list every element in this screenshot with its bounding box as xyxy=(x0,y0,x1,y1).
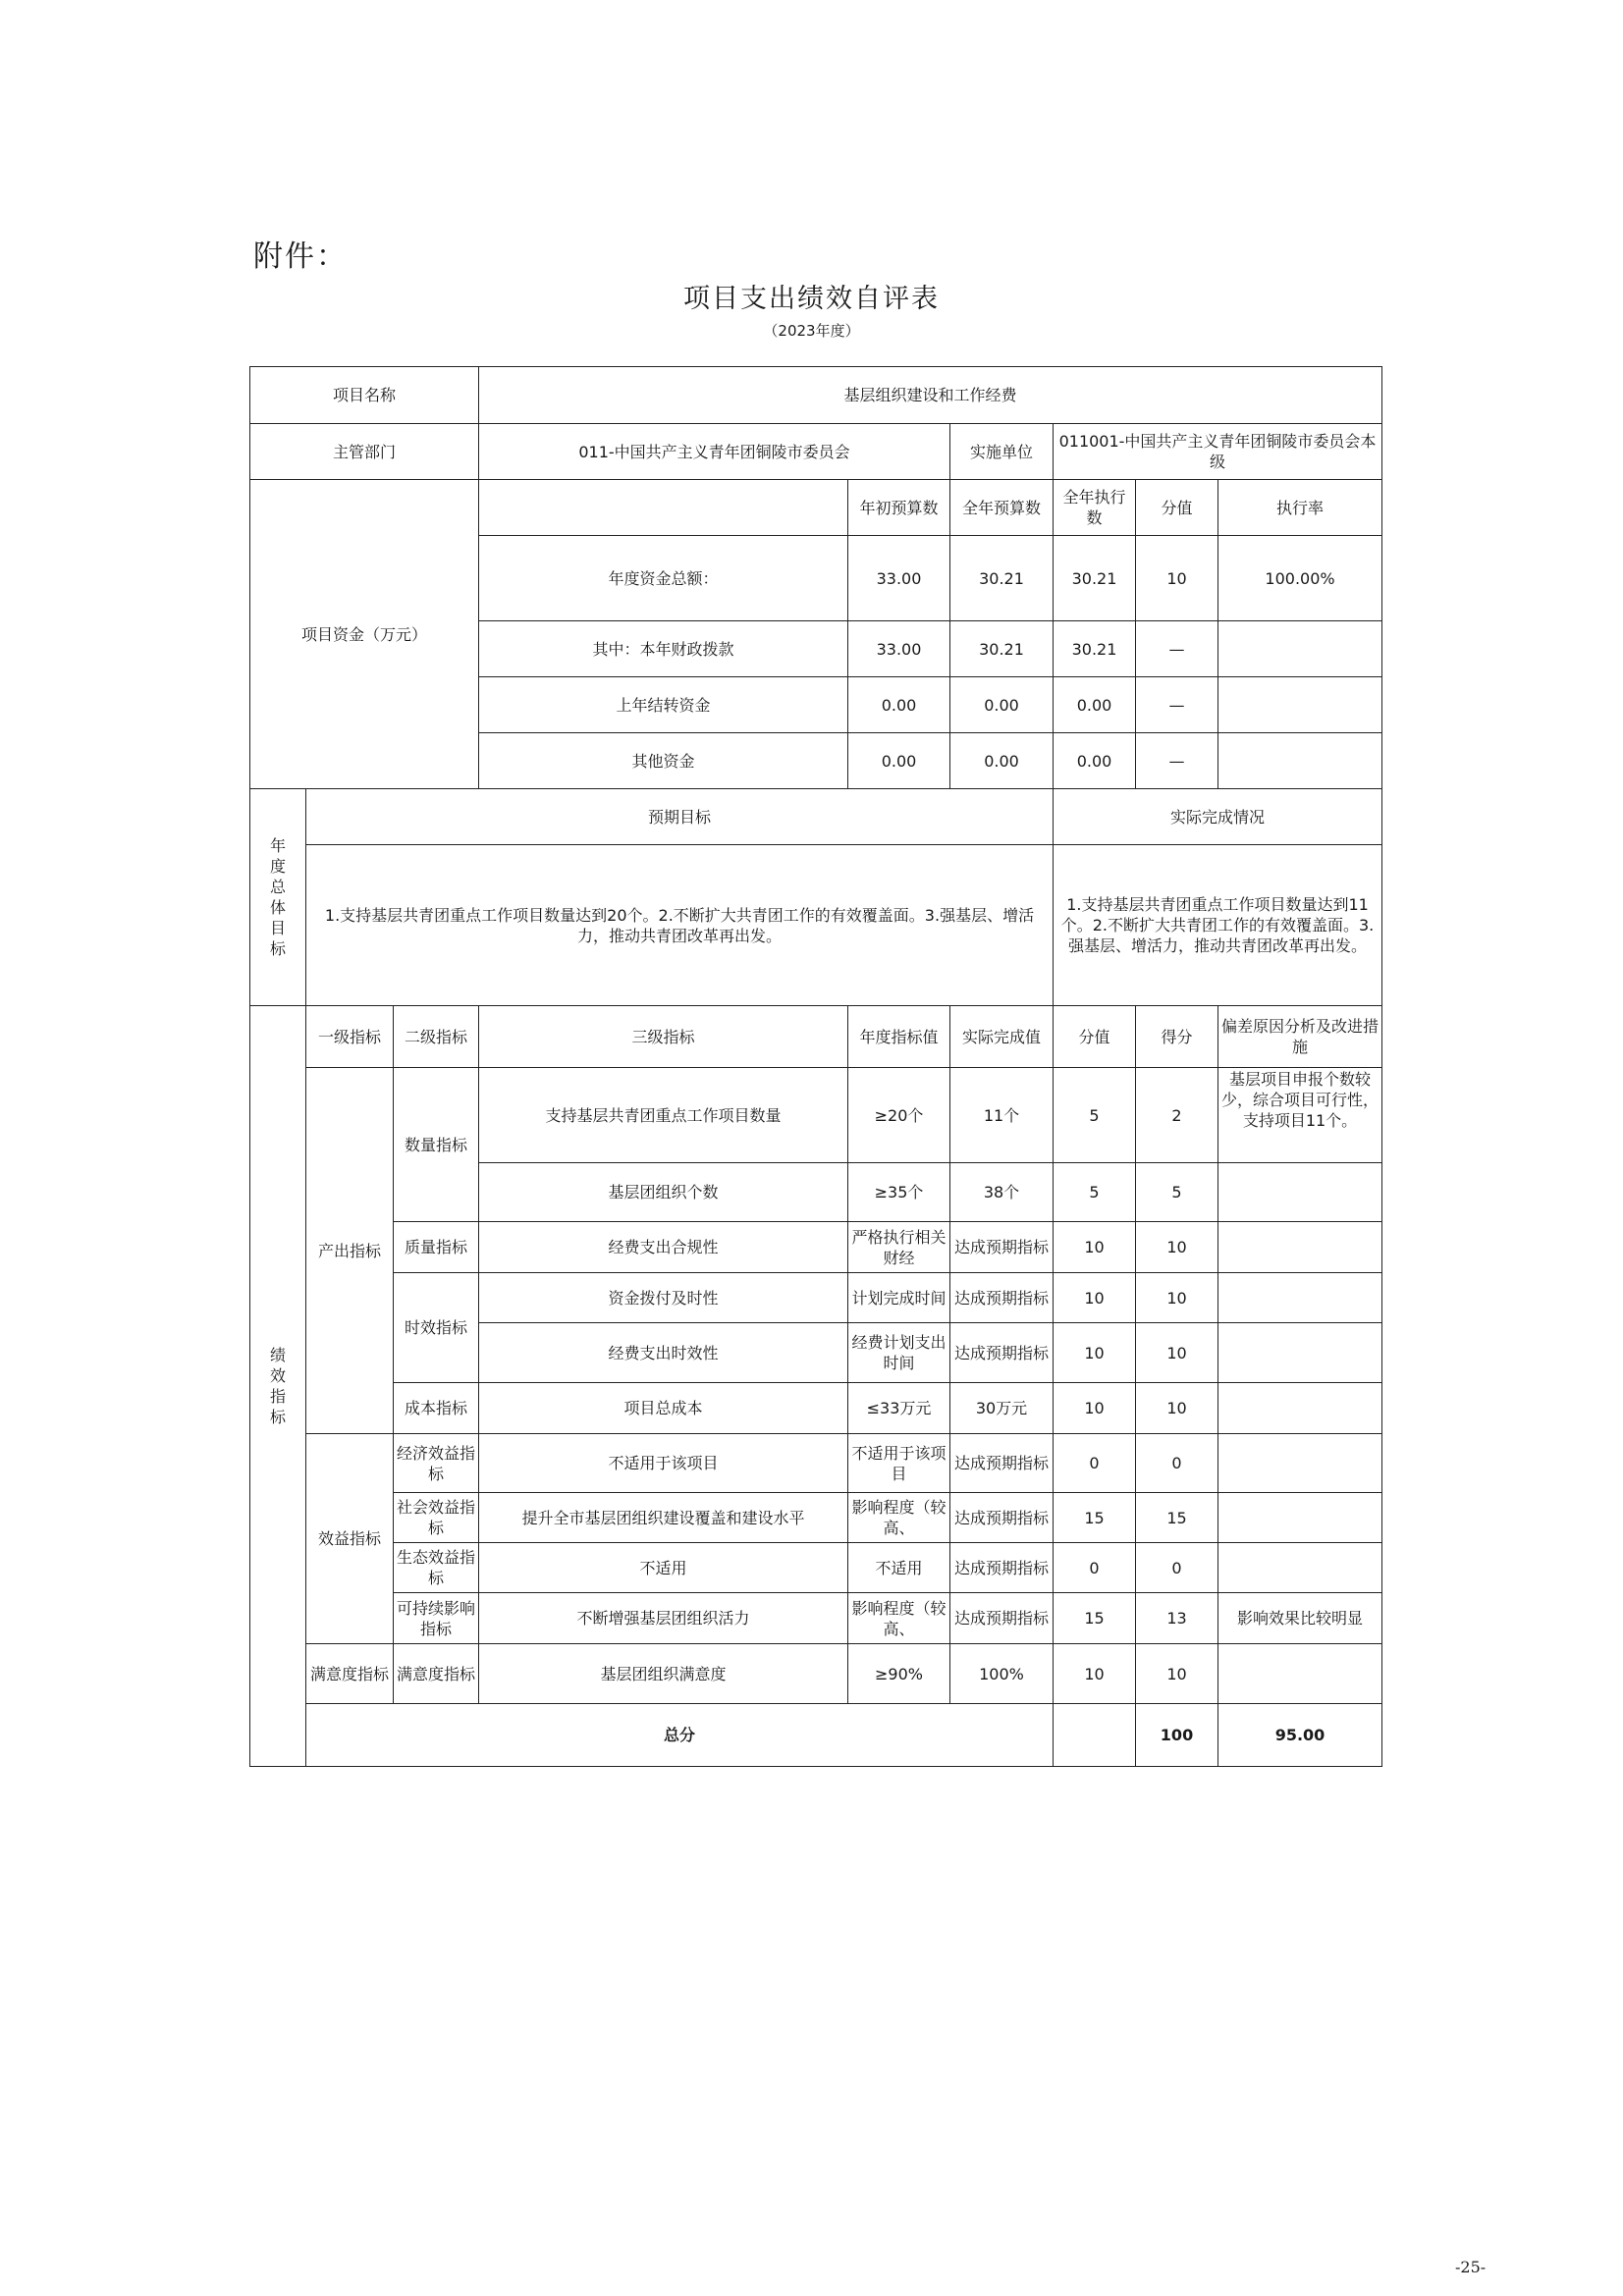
project-name-value: 基层组织建设和工作经费 xyxy=(479,367,1382,424)
indicator-score: 10 xyxy=(1136,1323,1218,1383)
indicator-score-value: 0 xyxy=(1054,1434,1136,1493)
level2-economic: 经济效益指标 xyxy=(394,1434,479,1493)
indicator-score: 0 xyxy=(1136,1434,1218,1493)
indicator-analysis xyxy=(1218,1543,1382,1593)
indicator-target: 严格执行相关财经 xyxy=(848,1222,950,1273)
level2-sustainable: 可持续影响指标 xyxy=(394,1593,479,1644)
indicator-name: 项目总成本 xyxy=(479,1383,848,1434)
level2-quality: 质量指标 xyxy=(394,1222,479,1273)
dept-label: 主管部门 xyxy=(250,424,479,480)
funds-rate xyxy=(1218,733,1382,789)
indicator-target: 不适用 xyxy=(848,1543,950,1593)
project-name-label: 项目名称 xyxy=(250,367,479,424)
impl-label: 实施单位 xyxy=(950,424,1054,480)
level1-output: 产出指标 xyxy=(306,1068,394,1434)
expected-goal: 1.支持基层共青团重点工作项目数量达到20个。2.不断扩大共青团工作的有效覆盖面。3.强基层、增活力，推动共青团改革再出发。 xyxy=(306,845,1054,1006)
indicator-row xyxy=(250,1068,1382,1163)
indicator-analysis: 基层项目申报个数较少，综合项目可行性，支持项目11个。 xyxy=(1218,1068,1382,1163)
funds-rate xyxy=(1218,621,1382,677)
indicator-name: 基层团组织个数 xyxy=(479,1163,848,1222)
funds-label: 项目资金（万元） xyxy=(250,480,479,789)
level2-timeliness: 时效指标 xyxy=(394,1273,479,1383)
page-number: -25- xyxy=(1455,2258,1487,2276)
total-score-value: 100 xyxy=(1136,1704,1218,1767)
indicator-target: 经费计划支出时间 xyxy=(848,1323,950,1383)
indicator-name: 基层团组织满意度 xyxy=(479,1644,848,1704)
actual-goal: 1.支持基层共青团重点工作项目数量达到11个。2.不断扩大共青团工作的有效覆盖面。3.强基层、增活力，推动共青团改革再出发。 xyxy=(1054,845,1382,1006)
actual-header: 实际完成情况 xyxy=(1054,789,1382,845)
indicator-analysis xyxy=(1218,1434,1382,1493)
indicator-actual: 达成预期指标 xyxy=(950,1323,1054,1383)
funds-row-label: 上年结转资金 xyxy=(479,677,848,733)
level1-satisfaction: 满意度指标 xyxy=(306,1644,394,1704)
indicator-score-value: 10 xyxy=(1054,1383,1136,1434)
indicator-row xyxy=(250,1593,1382,1644)
indicator-score-value: 0 xyxy=(1054,1543,1136,1593)
funds-header: 全年执行数 xyxy=(1054,480,1136,536)
header-analysis: 偏差原因分析及改进措施 xyxy=(1218,1006,1382,1068)
year-subtitle: （2023年度） xyxy=(763,322,860,340)
indicator-score: 10 xyxy=(1136,1273,1218,1323)
indicator-row xyxy=(250,1434,1382,1493)
funds-initial: 33.00 xyxy=(848,536,950,621)
indicator-analysis xyxy=(1218,1163,1382,1222)
indicator-row xyxy=(250,1493,1382,1543)
dept-value: 011-中国共产主义青年团铜陵市委员会 xyxy=(479,424,950,480)
impl-value: 011001-中国共产主义青年团铜陵市委员会本级 xyxy=(1054,424,1382,480)
indicator-score-value: 15 xyxy=(1054,1493,1136,1543)
indicator-actual: 38个 xyxy=(950,1163,1054,1222)
expected-header: 预期目标 xyxy=(306,789,1054,845)
funds-executed: 0.00 xyxy=(1054,733,1136,789)
indicator-score-value: 5 xyxy=(1054,1068,1136,1163)
indicator-row xyxy=(250,1543,1382,1593)
header-target: 年度指标值 xyxy=(848,1006,950,1068)
funds-score-value: — xyxy=(1136,677,1218,733)
indicator-target: ≥35个 xyxy=(848,1163,950,1222)
funds-score-value: — xyxy=(1136,621,1218,677)
header-score-value: 分值 xyxy=(1054,1006,1136,1068)
funds-header: 年初预算数 xyxy=(848,480,950,536)
indicator-name: 提升全市基层团组织建设覆盖和建设水平 xyxy=(479,1493,848,1543)
indicators-label: 绩效指标 xyxy=(250,1006,306,1767)
indicator-target: 影响程度（较高、 xyxy=(848,1493,950,1543)
header-level2: 二级指标 xyxy=(394,1006,479,1068)
indicator-name: 经费支出合规性 xyxy=(479,1222,848,1273)
indicator-score: 2 xyxy=(1136,1068,1218,1163)
indicator-score: 10 xyxy=(1136,1222,1218,1273)
funds-row-label: 其他资金 xyxy=(479,733,848,789)
indicator-actual: 达成预期指标 xyxy=(950,1493,1054,1543)
indicator-actual: 11个 xyxy=(950,1068,1054,1163)
indicator-row xyxy=(250,1273,1382,1323)
indicator-row xyxy=(250,1383,1382,1434)
total-score: 95.00 xyxy=(1218,1704,1382,1767)
indicator-name: 不适用于该项目 xyxy=(479,1434,848,1493)
indicator-target: ≤33万元 xyxy=(848,1383,950,1434)
goals-label: 年度总体目标 xyxy=(250,789,306,1006)
funds-annual: 30.21 xyxy=(950,621,1054,677)
page-title: 项目支出绩效自评表 xyxy=(683,284,940,314)
indicator-target: ≥20个 xyxy=(848,1068,950,1163)
indicator-score-value: 15 xyxy=(1054,1593,1136,1644)
indicator-name: 资金拨付及时性 xyxy=(479,1273,848,1323)
indicator-name: 经费支出时效性 xyxy=(479,1323,848,1383)
indicator-score-value: 10 xyxy=(1054,1323,1136,1383)
header-level1: 一级指标 xyxy=(306,1006,394,1068)
performance-table xyxy=(249,366,1382,1767)
funds-initial: 33.00 xyxy=(848,621,950,677)
indicator-score-value: 10 xyxy=(1054,1273,1136,1323)
indicator-actual: 30万元 xyxy=(950,1383,1054,1434)
indicator-target: ≥90% xyxy=(848,1644,950,1704)
indicator-target: 影响程度（较高、 xyxy=(848,1593,950,1644)
indicator-score: 0 xyxy=(1136,1543,1218,1593)
level1-benefit: 效益指标 xyxy=(306,1434,394,1644)
funds-rate xyxy=(1218,677,1382,733)
funds-initial: 0.00 xyxy=(848,677,950,733)
level2-ecological: 生态效益指标 xyxy=(394,1543,479,1593)
indicator-analysis xyxy=(1218,1273,1382,1323)
indicator-analysis xyxy=(1218,1383,1382,1434)
funds-executed: 30.21 xyxy=(1054,536,1136,621)
funds-annual: 30.21 xyxy=(950,536,1054,621)
indicator-score-value: 10 xyxy=(1054,1644,1136,1704)
indicator-actual: 100% xyxy=(950,1644,1054,1704)
total-row xyxy=(250,1704,1382,1767)
funds-annual: 0.00 xyxy=(950,677,1054,733)
funds-annual: 0.00 xyxy=(950,733,1054,789)
indicator-target: 计划完成时间 xyxy=(848,1273,950,1323)
level2-satisfaction: 满意度指标 xyxy=(394,1644,479,1704)
total-blank xyxy=(1054,1704,1136,1767)
total-label: 总分 xyxy=(306,1704,1054,1767)
funds-header: 全年预算数 xyxy=(950,480,1054,536)
funds-rate: 100.00% xyxy=(1218,536,1382,621)
indicator-analysis xyxy=(1218,1323,1382,1383)
funds-score-value: 10 xyxy=(1136,536,1218,621)
indicator-score-value: 5 xyxy=(1054,1163,1136,1222)
funds-executed: 0.00 xyxy=(1054,677,1136,733)
level2-social: 社会效益指标 xyxy=(394,1493,479,1543)
level2-quantity: 数量指标 xyxy=(394,1068,479,1222)
indicator-score: 13 xyxy=(1136,1593,1218,1644)
funds-header: 分值 xyxy=(1136,480,1218,536)
header-level3: 三级指标 xyxy=(479,1006,848,1068)
header-score: 得分 xyxy=(1136,1006,1218,1068)
funds-header: 执行率 xyxy=(1218,480,1382,536)
funds-header-blank xyxy=(479,480,848,536)
indicator-score-value: 10 xyxy=(1054,1222,1136,1273)
funds-executed: 30.21 xyxy=(1054,621,1136,677)
indicator-actual: 达成预期指标 xyxy=(950,1543,1054,1593)
indicator-actual: 达成预期指标 xyxy=(950,1222,1054,1273)
indicator-analysis xyxy=(1218,1644,1382,1704)
indicator-score: 10 xyxy=(1136,1383,1218,1434)
attachment-label: 附件： xyxy=(253,240,348,274)
indicator-actual: 达成预期指标 xyxy=(950,1434,1054,1493)
indicator-name: 不适用 xyxy=(479,1543,848,1593)
funds-score-value: — xyxy=(1136,733,1218,789)
header-actual: 实际完成值 xyxy=(950,1006,1054,1068)
indicator-analysis xyxy=(1218,1493,1382,1543)
level2-cost: 成本指标 xyxy=(394,1383,479,1434)
indicator-score: 5 xyxy=(1136,1163,1218,1222)
indicator-analysis: 影响效果比较明显 xyxy=(1218,1593,1382,1644)
indicator-target: 不适用于该项目 xyxy=(848,1434,950,1493)
funds-row-label: 其中：本年财政拨款 xyxy=(479,621,848,677)
indicator-name: 支持基层共青团重点工作项目数量 xyxy=(479,1068,848,1163)
indicator-row xyxy=(250,1644,1382,1704)
indicator-actual: 达成预期指标 xyxy=(950,1273,1054,1323)
indicator-row xyxy=(250,1222,1382,1273)
indicator-score: 15 xyxy=(1136,1493,1218,1543)
indicator-analysis xyxy=(1218,1222,1382,1273)
indicator-name: 不断增强基层团组织活力 xyxy=(479,1593,848,1644)
indicator-score: 10 xyxy=(1136,1644,1218,1704)
funds-initial: 0.00 xyxy=(848,733,950,789)
indicator-actual: 达成预期指标 xyxy=(950,1593,1054,1644)
funds-row-label: 年度资金总额： xyxy=(479,536,848,621)
